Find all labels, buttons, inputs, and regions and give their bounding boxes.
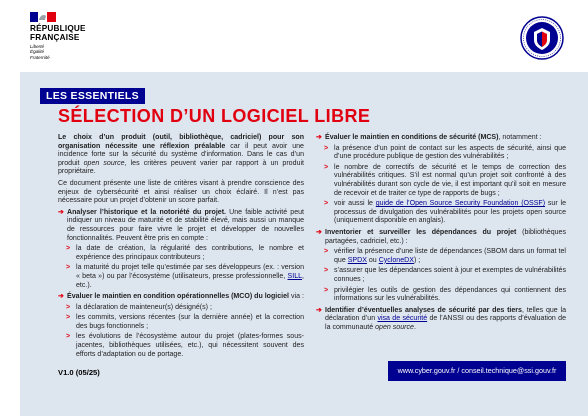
contact-links-banner[interactable]: www.cyber.gouv.fr / conseil.technique@ssi.gouv.fr: [388, 361, 566, 381]
arrow-icon: ➔: [58, 293, 64, 301]
chevron-right-icon: >: [324, 144, 329, 152]
security-visa-link[interactable]: visa de sécurité: [377, 315, 428, 323]
list-item: > s’assurer que les dépendances soient à jour et exemptes de vulnérabilités connues ;: [324, 267, 566, 283]
chevron-right-icon: >: [324, 248, 329, 256]
left-column: [58, 134, 304, 362]
chevron-right-icon: >: [324, 286, 329, 294]
marianne-logo: [30, 12, 56, 22]
chevron-right-icon: >: [66, 333, 71, 341]
list-item: > la présence d’un point de contact sur les aspects de sécurité, ainsi que d’une procédure publique de gestion des vulnérabilités ;: [324, 144, 566, 161]
mco-criteria-list: [58, 304, 304, 360]
chevron-right-icon: >: [324, 200, 329, 208]
list-item: > voir aussi le guide de l’Open Source Security Foundation (OSSF) sur le processus de divulgation des vulnérabilités pour les projets open source (uniquement disponible en anglais).: [324, 200, 566, 225]
spdx-link[interactable]: SPDX: [347, 256, 367, 264]
chevron-right-icon: >: [66, 264, 71, 272]
history-criteria-list: [58, 245, 304, 290]
scope-paragraph: Ce document présente une liste de critères visant à prendre conscience des enjeux de cybersécurité et ainsi réaliser un choix éclairé. Il n’est pas nécessaire pour un projet d’obtenir un score parfait.: [58, 179, 304, 205]
list-item: > vérifier la présence d’une liste de dépendances (SBOM dans un format tel que SPDX ou CycloneDX) ;: [324, 248, 566, 264]
chevron-right-icon: >: [324, 267, 329, 275]
list-item: > les commits, versions récentes (sur la dernière année) et la correction des bugs fonctionnels ;: [66, 314, 304, 330]
right-column: [316, 134, 566, 334]
page-title: SÉLECTION D’UN LOGICIEL LIBRE: [58, 106, 371, 126]
sill-link[interactable]: SILL: [287, 272, 303, 280]
list-item: > la déclaration de mainteneur(s) désigné(s) ;: [66, 303, 212, 311]
chevron-right-icon: >: [66, 245, 71, 253]
mco-section: ➔ Évaluer le maintien en condition opérationnelles (MCO) du logiciel via :: [58, 293, 304, 301]
dependencies-section: ➔ Inventorier et surveiller les dépendances du projet (bibliothèques partagées, cadriciel, etc.) :: [316, 228, 566, 245]
history-section: ➔ Analyser l’historique et la notoriété du projet. Une faible activité peut indiquer un niveau de maturité et de stabilité élevé, mais aussi un manque de ressources pour faire vivre le projet et développer de nouvelles fonctionnalités. Peuvent être pris en compte :: [58, 208, 304, 242]
cyclonedx-link[interactable]: CycloneDX: [378, 256, 414, 264]
version-label: V1.0 (05/25): [58, 368, 100, 377]
anssi-seal-logo: [520, 16, 564, 60]
list-item: > la date de création, la régularité des contributions, le nombre et expérience des principaux contributeurs ;: [66, 245, 304, 261]
list-item: > les évolutions de l’écosystème autour du projet (plates-formes sous-jacentes, bibliothèques utilisées, etc.), qui nécessitent souvent des efforts d’adaptation ou de portage.: [66, 333, 304, 358]
list-item: > la maturité du projet telle qu’estimée par ses développeurs (ex. : version « beta ») ou par l’écosystème (utilisateurs, presse professionnelle, SILL, etc.).: [66, 264, 304, 289]
chevron-right-icon: >: [324, 163, 329, 171]
republic-motto: Liberté Égalité Fraternité: [30, 44, 50, 60]
chevron-right-icon: >: [66, 303, 71, 311]
dependencies-criteria-list: [316, 248, 566, 304]
mcs-criteria-list: [316, 145, 566, 226]
ossf-guide-link[interactable]: guide de l’Open Source Security Foundation (OSSF): [375, 200, 546, 208]
page-header: [0, 0, 588, 72]
arrow-icon: ➔: [316, 306, 322, 314]
third-party-analysis-section: ➔ Identifier d’éventuelles analyses de sécurité par des tiers, telles que la déclaration d’un visa de sécurité de l’ANSSI ou des rapports d’évaluation de la communauté open source.: [316, 306, 566, 331]
chevron-right-icon: >: [66, 314, 71, 322]
list-item: > le nombre de correctifs de sécurité et le temps de correction des vulnérabilités critiques. S’il est normal qu’un projet soit confronté à des vulnérabilités durant son cycle de vie, il est important qu’il soit en mesure de recevoir et de traiter ce type de rapports de bugs ;: [324, 163, 566, 197]
section-kicker: LES ESSENTIELS: [40, 88, 145, 104]
arrow-icon: ➔: [316, 134, 322, 141]
mcs-section: ➔ Évaluer le maintien en conditions de sécurité (MCS), notamment :: [316, 134, 542, 141]
arrow-icon: ➔: [58, 208, 64, 216]
arrow-icon: ➔: [316, 228, 322, 236]
republique-francaise-label: RÉPUBLIQUE FRANÇAISE: [30, 24, 86, 42]
list-item: > privilégier les outils de gestion des dépendances qui contiennent des informations sur les vulnérabilités.: [324, 286, 566, 303]
intro-paragraph: Le choix d’un produit (outil, bibliothèque, cadriciel) pour son organisation nécessite une réflexion préalable car il peut avoir une incidence forte sur la sécurité du système d’information. Dans le cas d’un produit open source, les critères peuvent varier par rapport à un produit propriétaire.: [58, 134, 304, 176]
